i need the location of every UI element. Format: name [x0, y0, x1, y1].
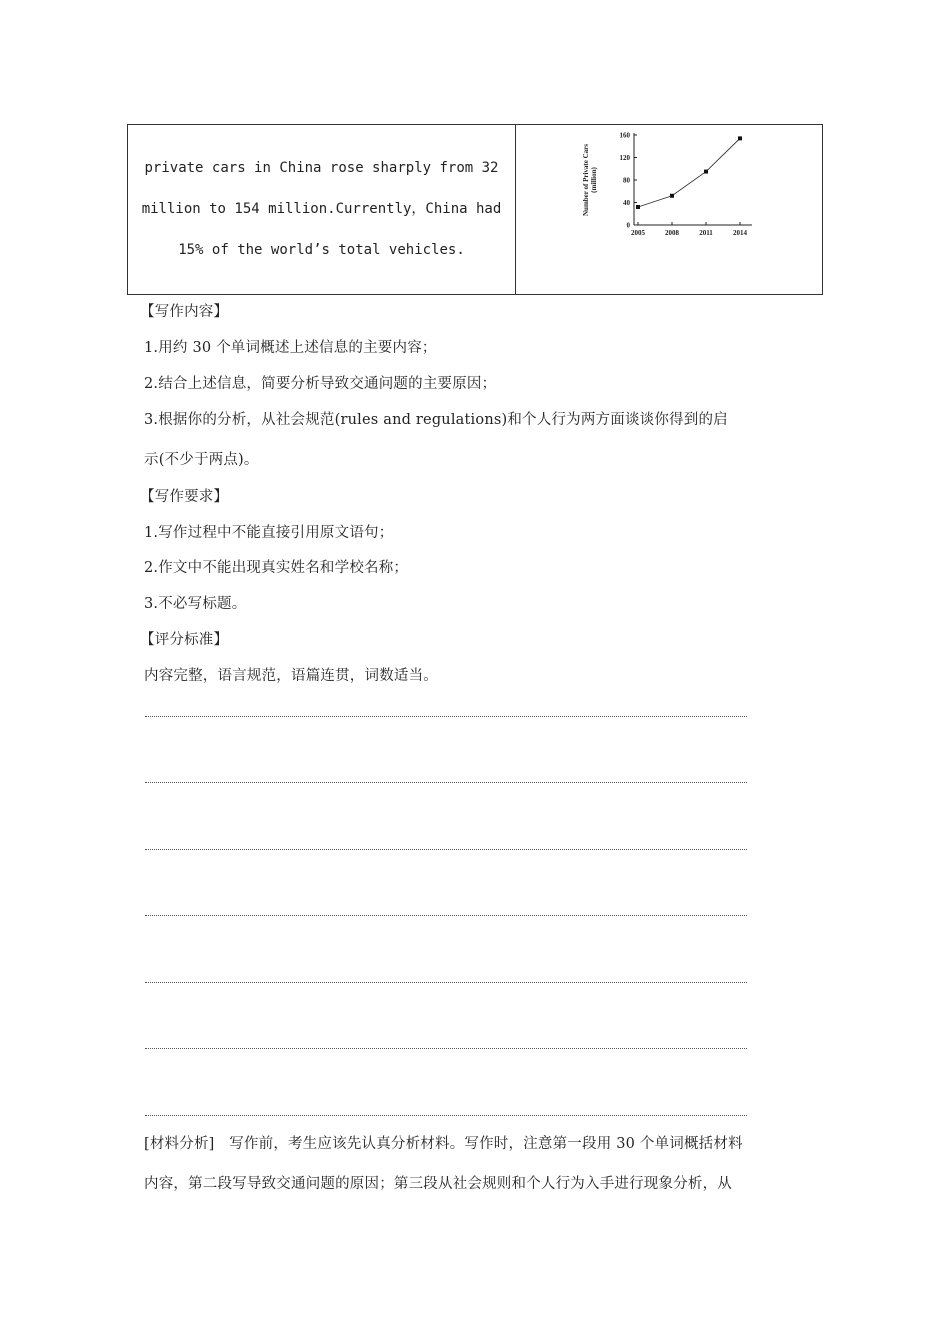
requirement-item: 1.写作过程中不能直接引用原文语句； — [144, 525, 394, 541]
x-tick-label: 2008 — [665, 229, 679, 237]
y-tick-label: 160 — [619, 131, 630, 140]
info-table — [127, 124, 823, 295]
requirement-item: 2.作文中不能出现真实姓名和学校名称； — [144, 560, 409, 576]
data-point-marker — [704, 170, 708, 174]
y-axis-label-line: (million) — [590, 167, 598, 193]
table-text-line: 15% of the world’s total vehicles. — [178, 242, 465, 258]
table-text-line: million to 154 million.Currently，China had — [141, 201, 502, 217]
series-line — [638, 138, 740, 207]
answer-line[interactable] — [145, 982, 747, 983]
analysis-text: 内容，第二段写导致交通问题的原因；第三段从社会规则和个人行为入手进行现象分析，从 — [144, 1176, 732, 1192]
y-tick-label: 120 — [619, 154, 630, 162]
y-axis-label-line: Number of Private Cars — [582, 144, 590, 216]
data-point-marker — [670, 194, 674, 198]
chart-y-axis-label — [582, 144, 598, 216]
chart-x-ticks — [631, 222, 748, 237]
analysis-text: [材料分析] 写作前，考生应该先认真分析材料。写作时，注意第一段用 30 个单词概括材料 — [144, 1136, 743, 1152]
table-text-cell — [128, 125, 516, 294]
requirement-item: 3.不必写标题。 — [144, 596, 247, 612]
chart-series — [636, 136, 742, 209]
answer-line[interactable] — [145, 782, 747, 783]
criteria-text: 内容完整，语言规范，语篇连贯，词数适当。 — [144, 668, 438, 684]
requirements-heading: 【写作要求】 — [140, 489, 229, 505]
data-point-marker — [738, 136, 742, 140]
table-chart-cell — [516, 125, 822, 294]
criteria-heading: 【评分标准】 — [140, 632, 229, 648]
x-tick-label: 2005 — [631, 229, 645, 237]
answer-line[interactable] — [145, 849, 747, 850]
answer-line[interactable] — [145, 1115, 747, 1116]
content-item: 3.根据你的分析，从社会规范(rules and regulations)和个人行为两方面谈谈你得到的启 — [144, 412, 728, 428]
data-point-marker — [636, 205, 640, 209]
content-heading: 【写作内容】 — [140, 304, 229, 320]
answer-line[interactable] — [145, 1048, 747, 1049]
x-tick-label: 2014 — [733, 229, 747, 237]
content-item: 2.结合上述信息，简要分析导致交通问题的主要原因； — [144, 376, 497, 392]
table-text-line: private cars in China rose sharply from 32 — [144, 160, 499, 176]
answer-line[interactable] — [145, 716, 747, 717]
chart-border-mask — [696, 125, 756, 127]
private-cars-line-chart — [576, 125, 826, 255]
chart-axes — [634, 133, 752, 225]
y-tick-label: 80 — [623, 176, 630, 185]
answer-line[interactable] — [145, 915, 747, 916]
content-item: 示(不少于两点)。 — [144, 452, 259, 468]
x-tick-label: 2011 — [699, 229, 713, 237]
content-item: 1.用约 30 个单词概述上述信息的主要内容； — [144, 340, 437, 356]
y-tick-label: 0 — [626, 221, 630, 230]
y-tick-label: 40 — [623, 199, 630, 207]
